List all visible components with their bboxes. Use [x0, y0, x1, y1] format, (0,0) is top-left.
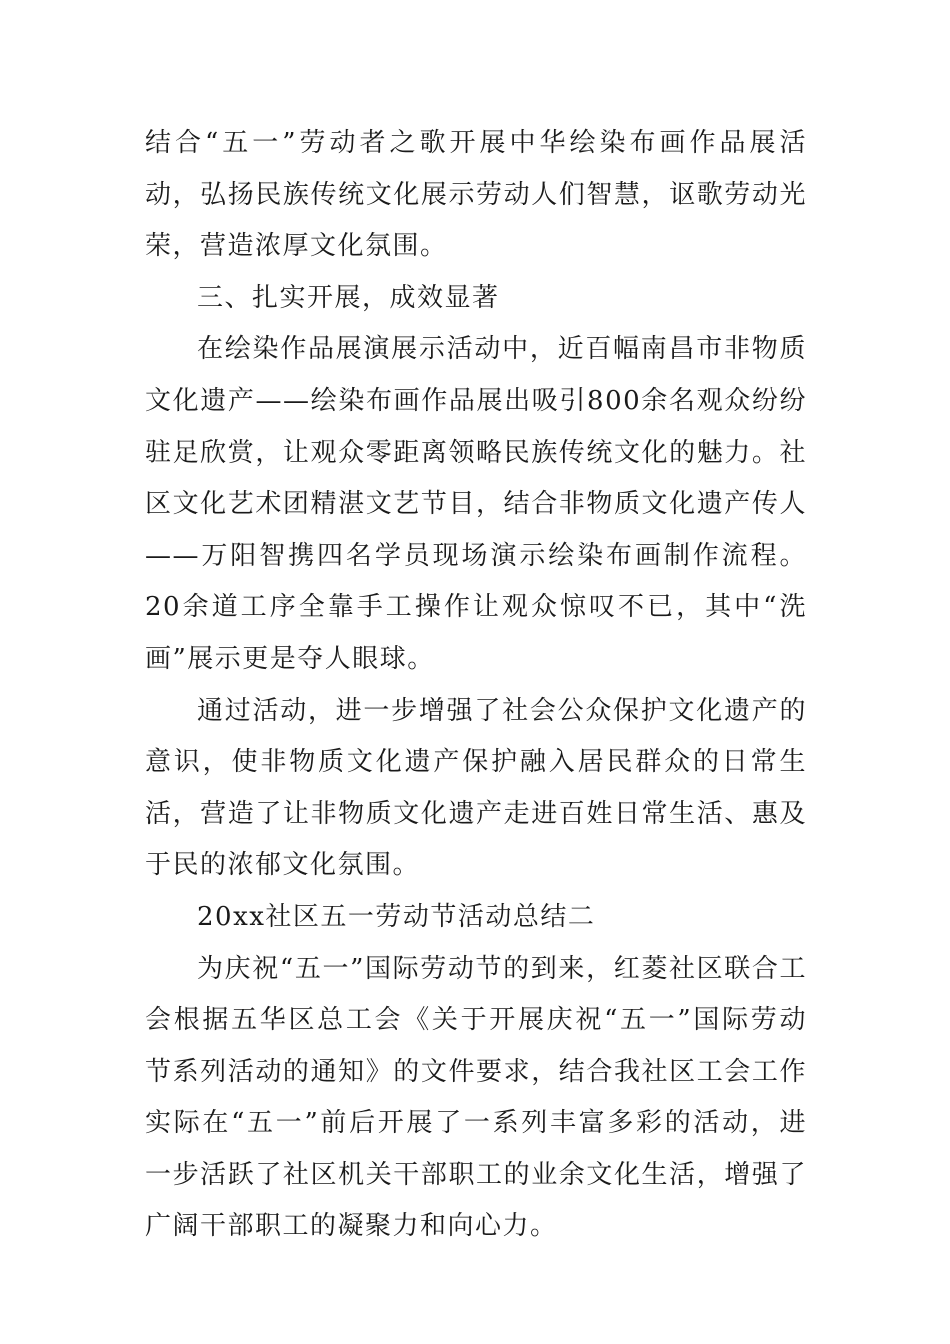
section-heading: 三、扎实开展，成效显著 [197, 282, 500, 313]
document-body [145, 118, 807, 1253]
paragraph-exhibition: 在绘染作品展演展示活动中，近百幅南昌市非物质文化遗产——绘染布画作品展出吸引800余名观众纷纷驻足欣赏，让观众零距离领略民族传统文化的魅力。社区文化艺术团精湛文艺节目，结合非物质文化遗产传人——万阳智携四名学员现场演示绘染布画制作流程。20余道工序全靠手工操作让观众惊叹不已，其中“洗画”展示更是夺人眼球。 [145, 334, 807, 674]
paragraph-summary-intro: 为庆祝“五一”国际劳动节的到来，红菱社区联合工会根据五华区总工会《关于开展庆祝“五一”国际劳动节系列活动的通知》的文件要求，结合我社区工会工作实际在“五一”前后开展了一系列丰富多彩的活动，进一步活跃了社区机关干部职工的业余文化生活，增强了广阔干部职工的凝聚力和向心力。 [145, 953, 807, 1242]
summary-title: 20xx社区五一劳动节活动总结二 [197, 901, 596, 932]
paragraph-effect: 通过活动，进一步增强了社会公众保护文化遗产的意识，使非物质文化遗产保护融入居民群众的日常生活，营造了让非物质文化遗产走进百姓日常生活、惠及于民的浓郁文化氛围。 [145, 695, 807, 881]
paragraph-continued: 结合“五一”劳动者之歌开展中华绘染布画作品展活动，弘扬民族传统文化展示劳动人们智慧，讴歌劳动光荣，营造浓厚文化氛围。 [145, 128, 807, 262]
